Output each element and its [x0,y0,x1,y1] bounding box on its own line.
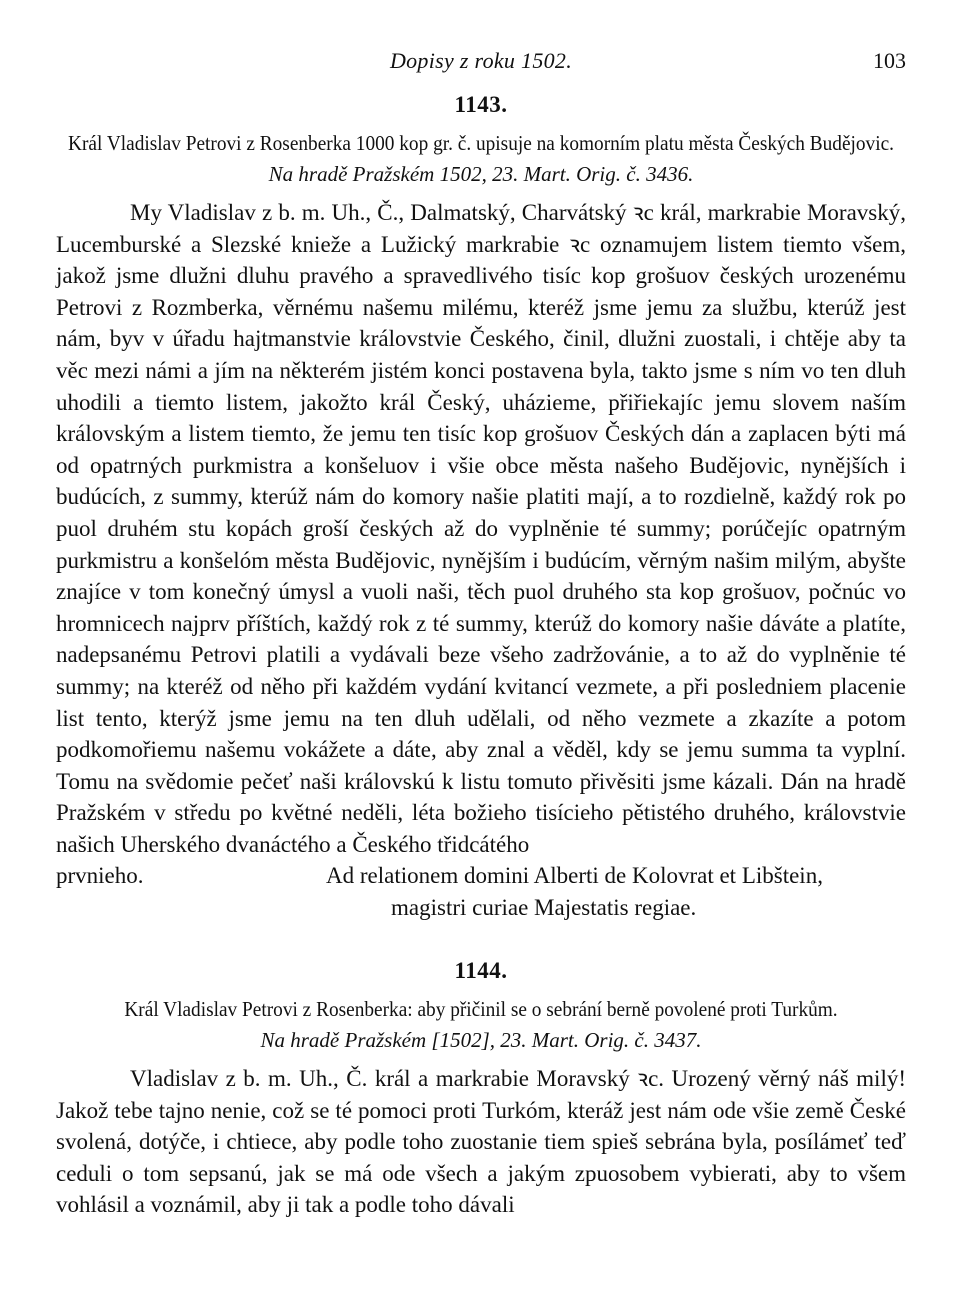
document-1143 [56,92,906,924]
office-note: magistri curiae Majestatis regiae. [391,895,697,921]
document-1144 [56,958,906,1221]
running-head [56,48,906,78]
document-summary: Král Vladislav Petrovi z Rosenberka 1000 kop gr. č. upisuje na komorním platu města Českých Budějovic. [68,131,894,155]
relation-note: Ad relationem domini Alberti de Kolovrat et Libštein, [326,863,823,889]
document-source: Na hradě Pražském 1502, 23. Mart. Orig. č. 3436. [268,162,694,186]
running-title: Dopisy z roku 1502. [389,48,573,73]
document-closing [56,860,906,923]
document-summary: Král Vladislav Petrovi z Rosenberka: aby přičinil se o sebrání berně povolené proti Turkům. [124,997,838,1021]
document-number: 1143. [454,92,508,117]
document-body: Vladislav z b. m. Uh., Č. král a markrabie Moravský ꝛc. Urozený věrný náš milý! Jakož tebe tajno nenie, což se té pomoci proti Turkóm, kteráž jest nám ode všie země České svolená, dotýče, i chtiece, aby podle toho zuostanie tiem spieš sebrána byla, posílámeť teď ceduli o tom sepsanú, jak se má ode všech a jakým zpuosobem vybierati, aby to všem vohlásil a voznámil, aby ji tak a podle toho dávali [56,1066,906,1218]
document-body: My Vladislav z b. m. Uh., Č., Dalmatský, Charvátský ꝛc král, markrabie Moravský, Lucemburské a Slezské kniežе a Lužický markrabie ꝛc oznamujem listem tiemto všem, jakož jsme dlužni dluhu pravého a spravedlivého tisíc kop grošuov českých urozenému Petrovi z Rozmberka, věrnému našemu milému, kteréž jsme jemu za službu, kterúž jest nám, byv v úřadu hajtmanstvie královstvie Českého, činil, dlužni zuostali, i chtěje aby ta věc mezi námi a jím na některém jistém konci postavena byla, takto jsme s ním vo ten dluh uhodili a tiemto listem, jakožto král Český, uházieme, přiřiekajíc jemu slovem naším královským a listem tiemto, že jemu ten tisíc kop grošuov Českých dán a zaplacen býti má od opatrných purkmistra a konšeluov i všie obce města našeho Budějovic, nynějších i budúcích, z summy, kterúž nám do komory našie platiti mají, a to rozdielně, každý rok po puol druhém stu kopách groší českých až do vyplněnie té summy; porúčejíc opatrným purkmistru a konšelóm města Budějovic, nynějším i budúcím, věrným našim milým, abyšte znajíce v tom konečný úmysl a vuoli naši, těch puol druhého sta kop grošuov, počnúc vo hromnicech najprv příštích, každý rok z té summy, kterúž do komory našie dáváte a platíte, nadepsanému Petrovi platili a vydávali beze všeho zadržovánie, a to až do vyplněnie té summy; na kteréž od něho při každém vydání kvitancí vezmete, a při posledniem placenie list tento, kterýž jsme jemu na ten dluh udělali, od něho vezmete a zkazíte a potom podkomořiemu našemu vokážete a dáte, aby znal a věděl, kdy se jemu summa ta vyplní. Tomu na svědomie pečeť naši královskú k listu tomuto přivěsiti jsme kázali. Dán na hradě Pražském v středu po květné neděli, léta božieho tisícieho pětistého druhého, královstvie našich Uherského dvanáctého a Českého třidcátého [56,200,906,857]
closing-end-text: prvnieho. [56,863,144,889]
document-number: 1144. [454,958,508,983]
page-number: 103 [873,48,906,73]
document-source: Na hradě Pražském [1502], 23. Mart. Orig. č. 3437. [260,1028,702,1052]
